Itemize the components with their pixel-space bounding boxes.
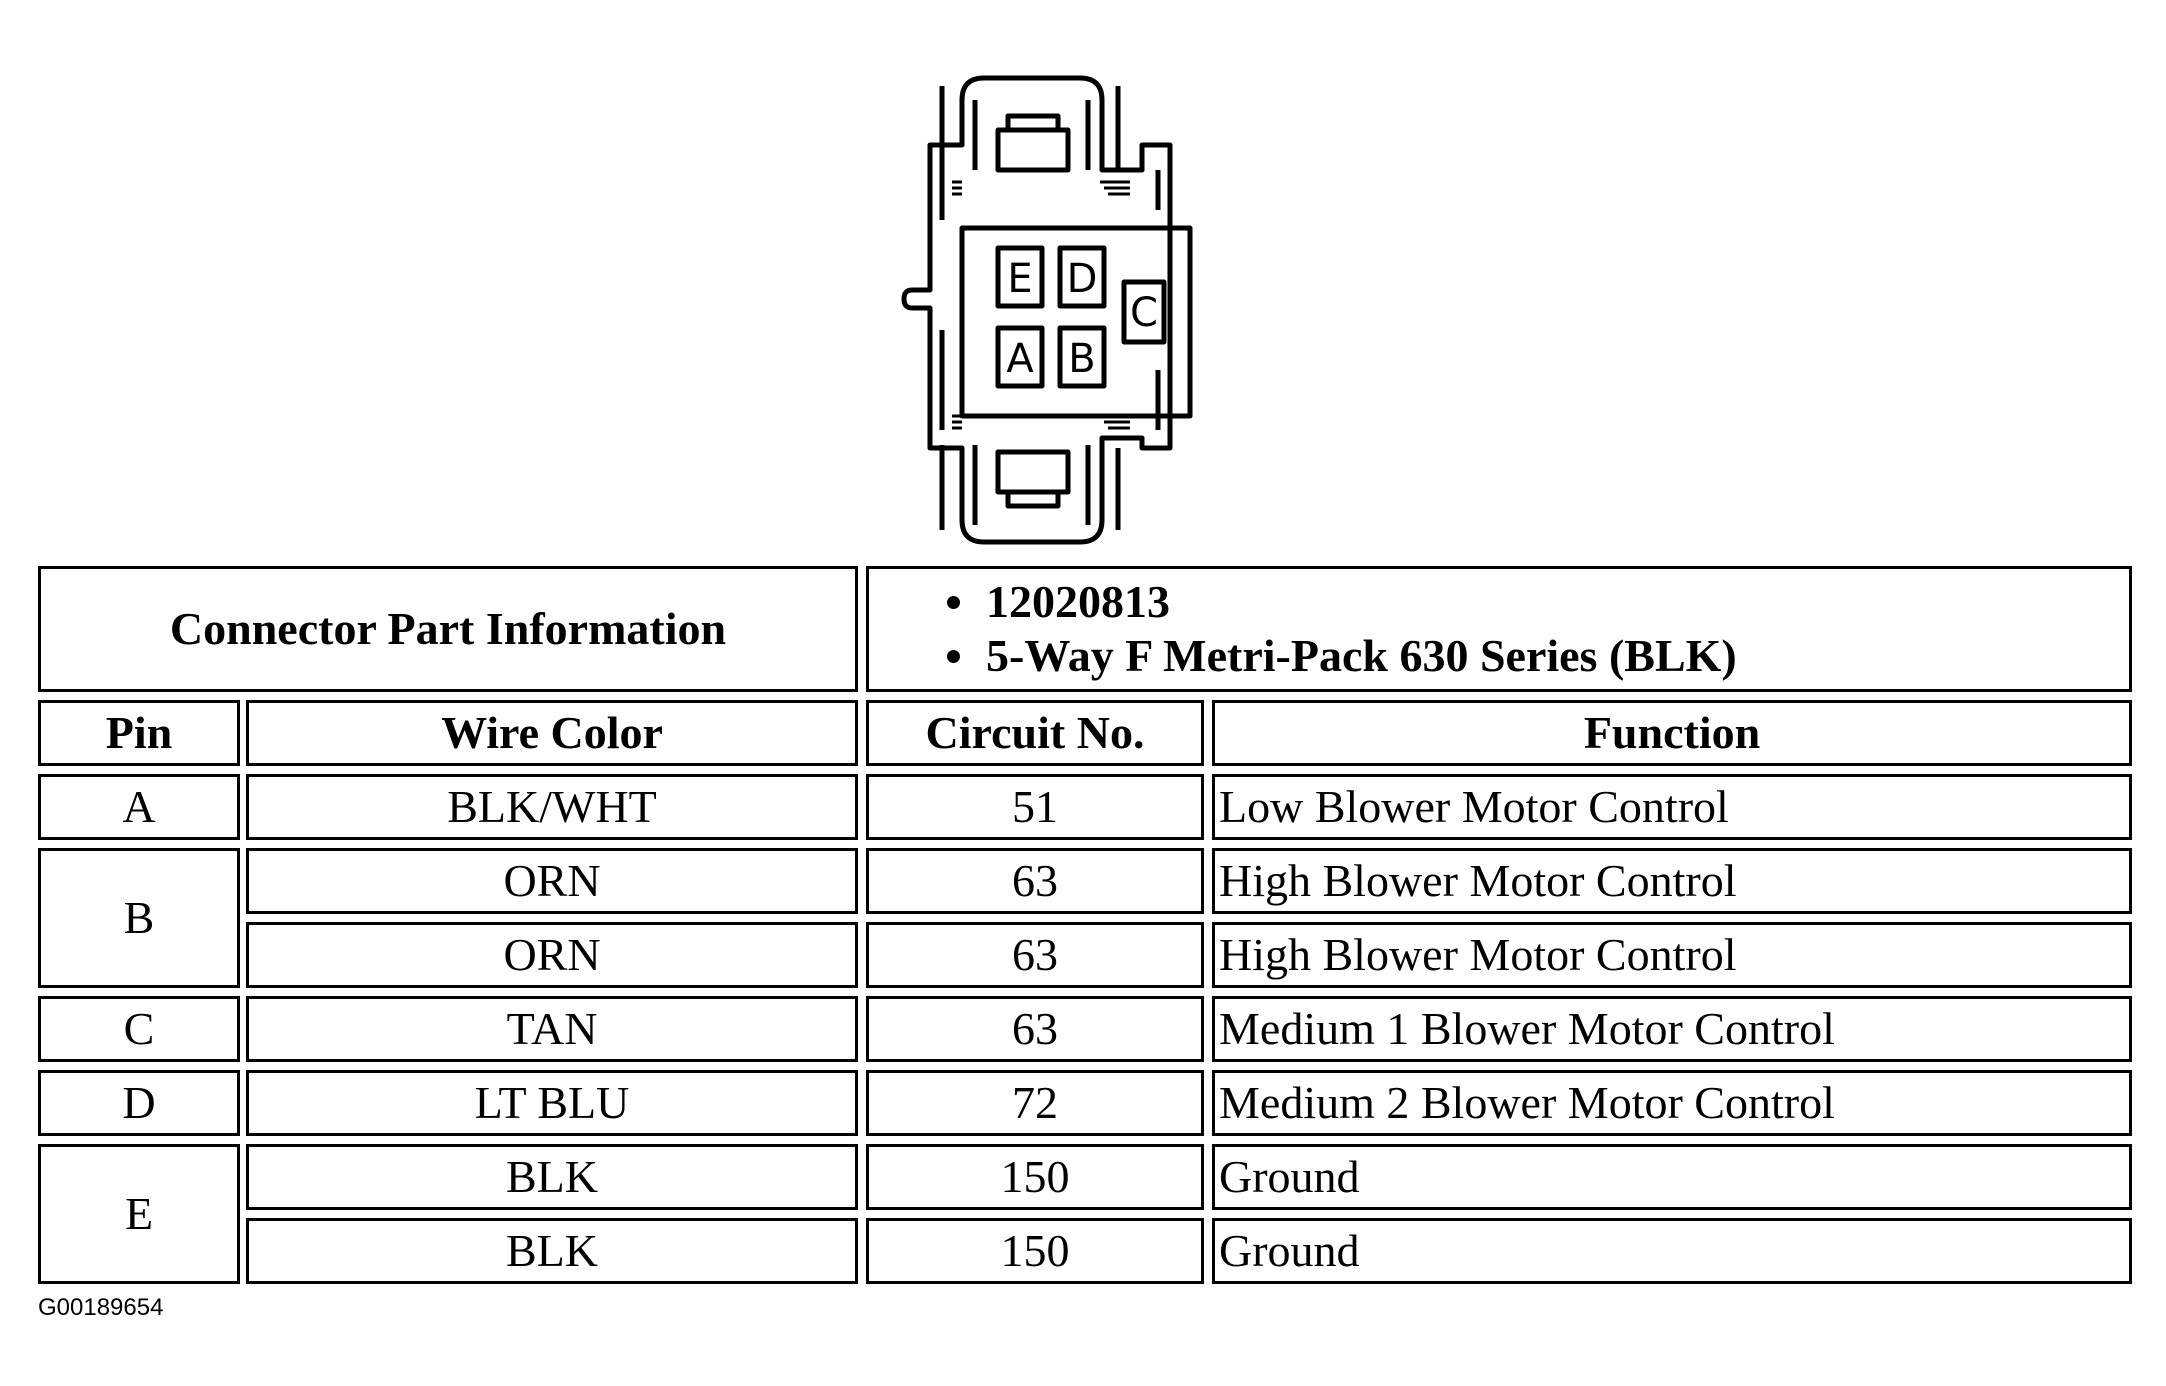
wire-color-cell: ORN: [246, 848, 858, 914]
part-number: 12020813: [986, 576, 1170, 627]
part-description: 5-Way F Metri-Pack 630 Series (BLK): [986, 630, 1737, 681]
function-cell: Medium 2 Blower Motor Control: [1212, 1070, 2132, 1136]
cavity-label-c: C: [1130, 290, 1158, 336]
column-header-function: Function: [1212, 700, 2132, 766]
pin-cell: C: [38, 996, 240, 1062]
part-info-header: Connector Part Information: [38, 566, 858, 692]
function-cell: High Blower Motor Control: [1212, 922, 2132, 988]
column-header-circuit-no: Circuit No.: [866, 700, 1204, 766]
wire-color-cell: LT BLU: [246, 1070, 858, 1136]
part-info-item: [947, 629, 1737, 683]
circuit-cell: 63: [866, 922, 1204, 988]
wire-color-cell: BLK: [246, 1218, 858, 1284]
circuit-cell: 63: [866, 848, 1204, 914]
pin-cell: B: [38, 848, 240, 988]
column-header-wire-color: Wire Color: [246, 700, 858, 766]
circuit-cell: 150: [866, 1144, 1204, 1210]
circuit-cell: 150: [866, 1218, 1204, 1284]
bullet-icon: [947, 596, 960, 609]
connector-face-diagram: [880, 70, 1280, 550]
circuit-cell: 51: [866, 774, 1204, 840]
function-cell: High Blower Motor Control: [1212, 848, 2132, 914]
function-cell: Medium 1 Blower Motor Control: [1212, 996, 2132, 1062]
part-info-item: [947, 575, 1170, 629]
wire-color-cell: TAN: [246, 996, 858, 1062]
function-cell: Ground: [1212, 1144, 2132, 1210]
column-header-pin: Pin: [38, 700, 240, 766]
cavity-label-b: B: [1068, 336, 1096, 382]
cavity-label-d: D: [1066, 256, 1098, 302]
figure-code: G00189654: [38, 1294, 164, 1321]
function-cell: Ground: [1212, 1218, 2132, 1284]
pin-cell: D: [38, 1070, 240, 1136]
wire-color-cell: BLK/WHT: [246, 774, 858, 840]
pin-cell: A: [38, 774, 240, 840]
circuit-cell: 63: [866, 996, 1204, 1062]
wire-color-cell: BLK: [246, 1144, 858, 1210]
function-cell: Low Blower Motor Control: [1212, 774, 2132, 840]
cavity-label-a: A: [1006, 336, 1034, 382]
bullet-icon: [947, 650, 960, 663]
circuit-cell: 72: [866, 1070, 1204, 1136]
cavity-label-e: E: [1007, 256, 1033, 302]
pin-cell: E: [38, 1144, 240, 1284]
wire-color-cell: ORN: [246, 922, 858, 988]
part-info-list: [866, 566, 2132, 692]
